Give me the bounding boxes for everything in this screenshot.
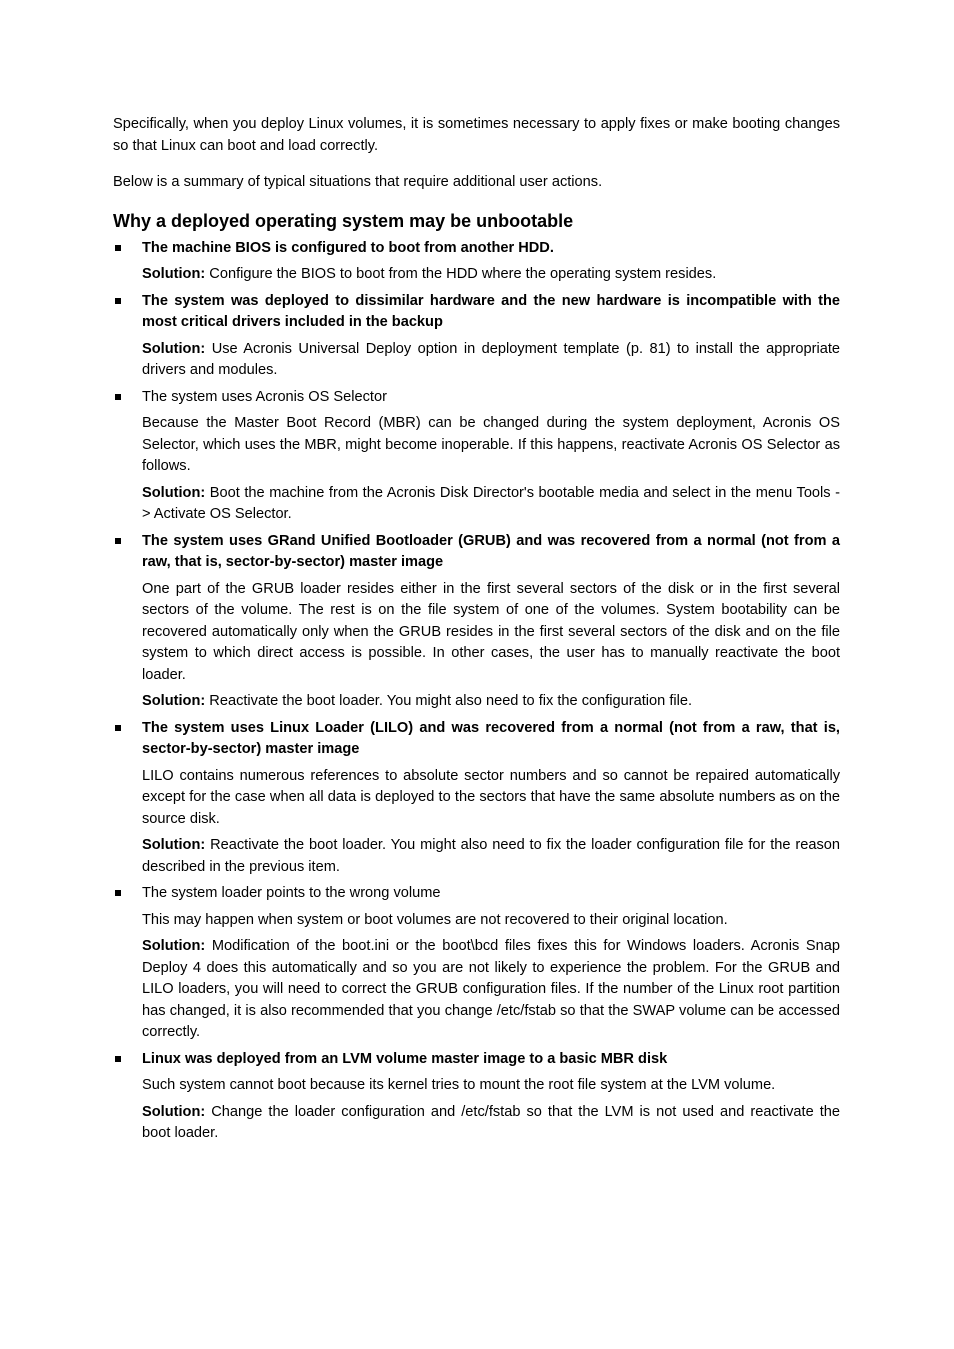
square-bullet-icon	[115, 538, 121, 544]
solution-text: Boot the machine from the Acronis Disk Director's bootable media and select in the menu Tools -> Activate OS Selector.	[142, 484, 841, 522]
solution-label: Solution:	[142, 484, 206, 501]
solution-text: Reactivate the boot loader. You might also need to fix the configuration file.	[209, 693, 693, 709]
solution-label: Solution:	[142, 1103, 206, 1120]
item-paragraph: LILO contains numerous references to absolute sector numbers and so cannot be repaired automatically except for the case when all data is deployed to the sectors that have the same absolute numbers as on the source disk.	[142, 767, 840, 827]
solution-text: Use Acronis Universal Deploy option in deployment template (p. 81) to install the appropriate drivers and modules.	[142, 340, 840, 378]
solution-paragraph	[142, 339, 840, 382]
section-heading: Why a deployed operating system may be unbootable	[113, 210, 574, 231]
solution-paragraph	[142, 691, 840, 713]
square-bullet-icon	[115, 1056, 121, 1062]
solution-label: Solution:	[142, 266, 206, 282]
item-title: The system was deployed to dissimilar hardware and the new hardware is incompatible with the most critical drivers included in the backup	[142, 292, 840, 330]
solution-text: Configure the BIOS to boot from the HDD where the operating system resides.	[209, 266, 717, 282]
list-item	[113, 238, 840, 286]
intro-paragraph: Below is a summary of typical situations that require additional user actions.	[113, 174, 603, 190]
solution-text: Modification of the boot.ini or the boot\bcd files fixes this for Windows loaders. Acronis Snap Deploy 4 does this automatically and so you are not likely to experience the problem. For the GRUB and LILO loaders, you will need to correct the GRUB configuration files. If the number of the Linux root partition has changed, it is also recommended that you change /etc/fstab so that the SWAP volume can be accessed correctly.	[142, 938, 840, 1040]
solution-text: Change the loader configuration and /etc/fstab so that the LVM is not used and reactivate the boot loader.	[142, 1103, 840, 1141]
solution-paragraph	[142, 483, 840, 526]
list-item	[113, 387, 840, 526]
list-item	[113, 883, 840, 1044]
document-page	[113, 114, 840, 1150]
intro-paragraph: Specifically, when you deploy Linux volumes, it is sometimes necessary to apply fixes or make booting changes so that Linux can boot and load correctly.	[113, 116, 840, 154]
list-item	[113, 1049, 840, 1145]
square-bullet-icon	[115, 725, 121, 731]
solution-label: Solution:	[142, 693, 206, 709]
square-bullet-icon	[115, 298, 121, 304]
solution-label: Solution:	[142, 938, 206, 954]
solution-paragraph	[142, 264, 840, 286]
unbootable-reasons-list	[113, 238, 840, 1145]
solution-label: Solution:	[142, 837, 206, 853]
square-bullet-icon	[115, 394, 121, 400]
list-item	[113, 531, 840, 713]
solution-text: Reactivate the boot loader. You might also need to fix the loader configuration file for the reason described in the previous item.	[142, 837, 840, 875]
square-bullet-icon	[115, 890, 121, 896]
item-title: Linux was deployed from an LVM volume master image to a basic MBR disk	[142, 1050, 668, 1067]
solution-paragraph	[142, 835, 840, 878]
square-bullet-icon	[115, 245, 121, 251]
item-title: The machine BIOS is configured to boot from another HDD.	[142, 239, 554, 256]
item-title: The system uses Acronis OS Selector	[142, 388, 387, 405]
solution-label: Solution:	[142, 340, 206, 357]
list-item	[113, 718, 840, 879]
item-title: The system uses GRand Unified Bootloader (GRUB) and was recovered from a normal (not from a raw, that is, sector-by-sector) master image	[142, 532, 840, 570]
item-paragraph: Such system cannot boot because its kernel tries to mount the root file system at the LVM volume.	[142, 1077, 776, 1093]
item-paragraph: One part of the GRUB loader resides either in the first several sectors of the disk or in the first several sectors of the volume. The rest is on the file system of one of the volumes. System bootability can be recovered automatically only when the GRUB resides in the first several sectors of the disk and on the file system to which direct access is possible. In other cases, the user has to manually reactivate the boot loader.	[142, 580, 840, 683]
item-title: The system uses Linux Loader (LILO) and was recovered from a normal (not from a raw, that is, sector-by-sector) master image	[142, 719, 840, 757]
item-title: The system loader points to the wrong volume	[142, 885, 441, 901]
list-item	[113, 291, 840, 382]
item-paragraph: This may happen when system or boot volumes are not recovered to their original location.	[142, 911, 728, 928]
item-paragraph: Because the Master Boot Record (MBR) can be changed during the system deployment, Acronis OS Selector, which uses the MBR, might become inoperable. If this happens, reactivate Acronis OS Selector as follows.	[142, 415, 840, 474]
solution-paragraph	[142, 936, 840, 1044]
solution-paragraph	[142, 1102, 840, 1145]
